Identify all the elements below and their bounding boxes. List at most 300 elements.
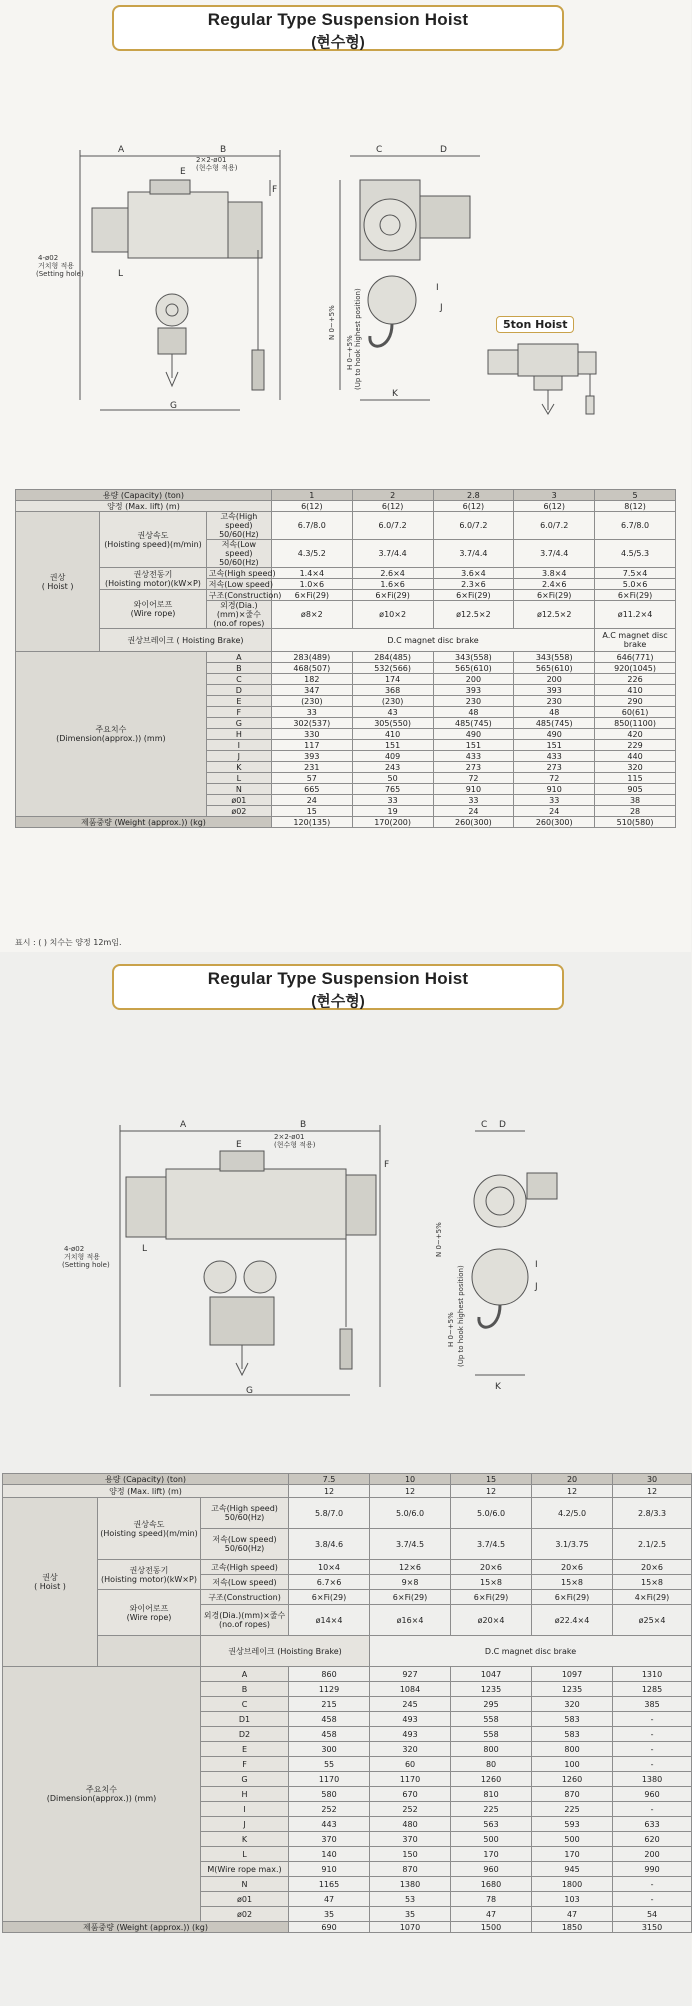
dimension-value: (230) [271,696,352,707]
dim-label-k: K [392,389,398,399]
catalog-page-1 [0,0,691,952]
rope-construction-value: 4×Fi(29) [613,1590,692,1605]
spec-table-1to5ton [15,489,676,828]
dimension-value: 19 [352,806,433,817]
hoisting-speed-en: (Hoisting speed)(m/min) [100,1528,198,1538]
dimension-value: 33 [514,795,595,806]
rope-construction-value: 6×Fi(29) [352,590,433,601]
rope-construction-value: 6×Fi(29) [451,1590,532,1605]
hoisting-brake-label: 권상브레이크 (Hoisting Brake) [201,1636,370,1667]
high-speed-label: 고속(High speed) 50/60(Hz) [201,1498,289,1529]
setting-hole-spec: 4-ø02 [38,254,59,262]
dimension-value: 151 [433,740,514,751]
motor-low-value: 1.6×6 [352,579,433,590]
weight-value: 170(200) [352,817,433,828]
high-speed-value: 6.7/8.0 [595,512,676,540]
lift-value: 12 [532,1485,613,1498]
wire-rope-label [100,590,207,629]
dimension-value: 440 [595,751,676,762]
dimension-value: 33 [271,707,352,718]
dimension-value: 1097 [532,1667,613,1682]
low-speed-value: 3.7/4.5 [451,1529,532,1560]
dimension-value: 620 [613,1832,692,1847]
hoisting-motor-label [98,1560,201,1590]
capacity-value: 2 [352,490,433,501]
dimension-key: A [201,1667,289,1682]
hook-position-note: (Up to hook highest position) [457,1265,465,1367]
dimension-value: 33 [433,795,514,806]
hoisting-brake-label: 권상브레이크 ( Hoisting Brake) [100,629,272,652]
dimension-value: 810 [451,1787,532,1802]
dimension-value: 78 [451,1892,532,1907]
weight-value: 1070 [370,1922,451,1933]
dimension-value: 150 [370,1847,451,1862]
dimension-value: 230 [514,696,595,707]
hoist-side-view-drawing [435,1117,585,1397]
dimension-row [3,1667,692,1682]
dimension-value: 1380 [613,1772,692,1787]
dimension-value: 410 [352,729,433,740]
dimension-key: F [201,1757,289,1772]
holes-spec: 2×2-ø01 [274,1133,305,1141]
dimension-value: 565(610) [514,663,595,674]
hoist-label-en: ( Hoist ) [41,581,74,591]
dimension-value: 945 [532,1862,613,1877]
dim-label-j: J [535,1282,538,1292]
capacity-value: 30 [613,1474,692,1485]
dimension-key: N [201,1877,289,1892]
dimension-value: 200 [514,674,595,685]
dimension-value: 100 [532,1757,613,1772]
dim-label-c: C [481,1120,488,1130]
rope-diameter-value: ø14×4 [289,1605,370,1636]
dimension-key: H [206,729,271,740]
hoisting-speed-ko: 권상속도 [137,530,169,540]
high-speed-value: 5.0/6.0 [370,1498,451,1529]
setting-hole-en: (Setting hole) [36,270,84,278]
dimension-value: 284(485) [352,652,433,663]
dimension-key: L [201,1847,289,1862]
dimension-value: - [613,1802,692,1817]
dimension-value: 226 [595,674,676,685]
dimension-value: 302(537) [271,718,352,729]
dimension-value: 458 [289,1727,370,1742]
hoist-front-view-drawing [60,1117,430,1407]
dimension-value: 670 [370,1787,451,1802]
lift-label: 양정 (Max. lift) (m) [3,1485,289,1498]
dimension-value: 500 [451,1832,532,1847]
dimension-value: 320 [595,762,676,773]
rope-construction-label: 구조(Construction) [201,1590,289,1605]
setting-hole-ko: 거치형 적용 [38,262,75,270]
lift-value: 12 [370,1485,451,1498]
five-ton-hoist-drawing [478,340,608,420]
high-speed-label: 고속(High speed) 50/60(Hz) [206,512,271,540]
dimension-value: 910 [514,784,595,795]
weight-label: 제품중량 (Weight (approx.)) (kg) [3,1922,289,1933]
dimension-value: 493 [370,1727,451,1742]
dimension-label-ko: 주요치수 [95,725,127,734]
dimension-value: 170 [532,1847,613,1862]
dimension-key: K [201,1832,289,1847]
dimension-value: 320 [532,1697,613,1712]
weight-value: 260(300) [433,817,514,828]
table-footnote: 표시 : ( ) 치수는 양정 12m임. [15,938,122,947]
motor-low-label: 저속(Low speed) [206,579,271,590]
dimension-value: 593 [532,1817,613,1832]
rope-diameter-value: ø12.5×2 [433,601,514,629]
dimension-value: 960 [451,1862,532,1877]
hoist-label-ko: 권상 [42,1573,58,1582]
dimension-value: 385 [613,1697,692,1712]
dimension-value: 1235 [451,1682,532,1697]
dimension-value: 910 [433,784,514,795]
rope-diameter-value: ø25×4 [613,1605,692,1636]
dimension-value: 458 [289,1712,370,1727]
dimension-value: 245 [370,1697,451,1712]
dimension-value: 490 [514,729,595,740]
hoist-label-ko: 권상 [49,572,66,582]
dimension-value: 665 [271,784,352,795]
dimension-value: 433 [433,751,514,762]
dim-label-b: B [300,1120,307,1130]
rope-diameter-label: 외경(Dia.)(mm)×줄수(no.of ropes) [206,601,271,629]
dimension-value: 43 [352,707,433,718]
dimension-value: 860 [289,1667,370,1682]
dimension-value: 800 [532,1742,613,1757]
dimension-value: 48 [433,707,514,718]
dimension-key: ø02 [206,806,271,817]
low-speed-value: 3.8/4.6 [289,1529,370,1560]
dimension-value: 54 [613,1907,692,1922]
hoisting-motor-ko: 권상전동기 [129,1565,169,1575]
dimension-key: F [206,707,271,718]
setting-hole-spec: 4-ø02 [64,1245,85,1253]
brake-ac-value: A.C magnet disc brake [595,629,676,652]
dimension-key: L [206,773,271,784]
dimension-value: - [613,1877,692,1892]
high-speed-value: 5.8/7.0 [289,1498,370,1529]
dim-label-e: E [180,167,186,177]
motor-low-value: 5.0×6 [595,579,676,590]
five-ton-hoist-label: 5ton Hoist [496,316,574,333]
dim-label-a: A [118,145,125,155]
page-title-box [112,5,564,51]
dimension-value: 330 [271,729,352,740]
high-speed-value: 6.0/7.2 [433,512,514,540]
dim-label-g: G [246,1386,253,1396]
dimension-key: J [206,751,271,762]
dimension-value: 243 [352,762,433,773]
dimension-group-label [16,652,207,817]
dimension-key: B [201,1682,289,1697]
dim-label-e: E [236,1140,242,1150]
catalog-page-2 [0,952,691,2006]
weight-label: 제품중량 (Weight (approx.)) (kg) [16,817,272,828]
dimension-value: 295 [451,1697,532,1712]
dimension-value: 1680 [451,1877,532,1892]
setting-hole-en: (Setting hole) [62,1261,110,1269]
dimension-value: 910 [289,1862,370,1877]
hoisting-motor-ko: 권상전동기 [133,569,173,579]
rope-diameter-value: ø10×2 [352,601,433,629]
lift-value: 12 [613,1485,692,1498]
page-subtitle: (현수형) [311,34,365,51]
dimension-key: C [206,674,271,685]
dimension-key: G [201,1772,289,1787]
dim-label-k: K [495,1382,501,1392]
low-speed-value: 3.7/4.4 [433,540,514,568]
dimension-value: 532(566) [352,663,433,674]
dimension-value: - [613,1727,692,1742]
dimension-value: 905 [595,784,676,795]
lift-value: 8(12) [595,501,676,512]
hoist-front-view-drawing [30,140,330,420]
dimension-value: 1170 [370,1772,451,1787]
dim-label-h: H 0~+5% [447,1312,455,1347]
dimension-value: 1170 [289,1772,370,1787]
dimension-value: 231 [271,762,352,773]
hoist-label-en: ( Hoist ) [34,1582,66,1591]
capacity-value: 20 [532,1474,613,1485]
dimension-value: 305(550) [352,718,433,729]
dimension-key: D2 [201,1727,289,1742]
dim-label-d: D [440,145,447,155]
rope-diameter-value: ø12.5×2 [514,601,595,629]
dimension-value: 115 [595,773,676,784]
dimension-value: 151 [352,740,433,751]
lift-value: 6(12) [514,501,595,512]
capacity-value: 1 [271,490,352,501]
weight-value: 260(300) [514,817,595,828]
dimension-value: 57 [271,773,352,784]
dimension-value: 393 [271,751,352,762]
hoisting-speed-ko: 권상속도 [133,1519,165,1529]
motor-low-value: 2.4×6 [514,579,595,590]
motor-low-value: 1.0×6 [271,579,352,590]
dim-label-d: D [499,1120,506,1130]
dimension-value: 1380 [370,1877,451,1892]
dimension-key: ø02 [201,1907,289,1922]
spec-table-7-5to30ton [2,1473,692,1933]
dimension-value: 55 [289,1757,370,1772]
capacity-value: 3 [514,490,595,501]
dimension-value: 50 [352,773,433,784]
dimension-value: 1285 [613,1682,692,1697]
rope-construction-value: 6×Fi(29) [271,590,352,601]
dimension-key: I [206,740,271,751]
motor-low-value: 15×8 [613,1575,692,1590]
dimension-value: 646(771) [595,652,676,663]
lift-value: 12 [451,1485,532,1498]
dimension-value: 765 [352,784,433,795]
dimension-label-en: (Dimension(approx.)) (mm) [56,734,166,743]
dimension-value: 229 [595,740,676,751]
dimension-value: 215 [289,1697,370,1712]
high-speed-value: 6.7/8.0 [271,512,352,540]
dimension-value: 1800 [532,1877,613,1892]
weight-value: 3150 [613,1922,692,1933]
hoisting-motor-label [100,568,207,590]
motor-low-value: 15×8 [451,1575,532,1590]
dimension-value: 633 [613,1817,692,1832]
page-title-box [112,964,564,1010]
lift-value: 6(12) [352,501,433,512]
motor-low-value: 2.3×6 [433,579,514,590]
dimension-key: M(Wire rope max.) [201,1862,289,1877]
dimension-value: 443 [289,1817,370,1832]
dimension-value: 583 [532,1727,613,1742]
dimension-key: D [206,685,271,696]
motor-low-value: 9×8 [370,1575,451,1590]
dim-label-n: N 0~+5% [435,1222,443,1257]
setting-hole-ko: 거치형 적용 [64,1253,101,1261]
rope-diameter-value: ø22.4×4 [532,1605,613,1636]
dimension-value: 24 [433,806,514,817]
dimension-value: 420 [595,729,676,740]
dimension-value: 273 [433,762,514,773]
dimension-value: 117 [271,740,352,751]
brake-dc-value: D.C magnet disc brake [271,629,594,652]
hoist-group-label [16,512,100,652]
dimension-value: 433 [514,751,595,762]
wire-rope-en: (Wire rope) [126,1612,172,1622]
brake-dc-value: D.C magnet disc brake [370,1636,692,1667]
dim-label-j: J [440,303,443,313]
capacity-label: 용량 (Capacity) (ton) [3,1474,289,1485]
motor-high-value: 12×6 [370,1560,451,1575]
hoisting-speed-label [100,512,207,568]
dim-label-g: G [170,401,177,411]
weight-value: 1500 [451,1922,532,1933]
dim-label-l: L [118,269,124,279]
dimension-value: 151 [514,740,595,751]
dimension-value: 47 [289,1892,370,1907]
dimension-value: (230) [352,696,433,707]
wire-rope-label [98,1590,201,1636]
rope-construction-value: 6×Fi(29) [370,1590,451,1605]
dimension-value: 1047 [451,1667,532,1682]
capacity-value: 7.5 [289,1474,370,1485]
dimension-value: 920(1045) [595,663,676,674]
low-speed-label: 저속(Low speed) 50/60(Hz) [206,540,271,568]
dimension-value: 53 [370,1892,451,1907]
dimension-value: 343(558) [514,652,595,663]
dimension-key: E [201,1742,289,1757]
high-speed-value: 4.2/5.0 [532,1498,613,1529]
dimension-value: 409 [352,751,433,762]
page-title: Regular Type Suspension Hoist [207,10,469,29]
dimension-value: 72 [433,773,514,784]
dimension-value: 60(61) [595,707,676,718]
dimension-label-en: (Dimension(approx.)) (mm) [46,1794,157,1803]
dimension-value: 493 [370,1712,451,1727]
dim-label-i: I [436,283,439,293]
dimension-value: - [613,1742,692,1757]
dimension-value: 500 [532,1832,613,1847]
dimension-key: H [201,1787,289,1802]
weight-value: 690 [289,1922,370,1933]
dimension-value: 24 [271,795,352,806]
dim-label-i: I [535,1260,538,1270]
dimension-value: - [613,1712,692,1727]
rope-construction-value: 6×Fi(29) [532,1590,613,1605]
dimension-value: - [613,1757,692,1772]
dimension-value: 24 [514,806,595,817]
hoisting-motor-en: (Hoisting motor)(kW×P) [105,578,201,588]
capacity-label: 용량 (Capacity) (ton) [16,490,272,501]
dimension-value: 1260 [451,1772,532,1787]
dimension-value: 468(507) [271,663,352,674]
dimension-label-ko: 주요치수 [86,1785,117,1794]
dimension-value: 273 [514,762,595,773]
weight-value: 120(135) [271,817,352,828]
dimension-value: 230 [433,696,514,707]
dim-label-h: H 0~+5% [346,335,354,370]
dimension-value: 283(489) [271,652,352,663]
rope-construction-value: 6×Fi(29) [289,1590,370,1605]
dimension-value: 290 [595,696,676,707]
lift-label: 양정 (Max. lift) (m) [16,501,272,512]
dim-label-f: F [384,1160,390,1170]
dimension-value: 870 [532,1787,613,1802]
motor-high-label: 고속(High speed) [201,1560,289,1575]
dim-label-f: F [272,185,278,195]
dimension-value: 225 [532,1802,613,1817]
rope-construction-value: 6×Fi(29) [433,590,514,601]
dimension-value: 47 [451,1907,532,1922]
dimension-key: N [206,784,271,795]
dimension-value: 33 [352,795,433,806]
dimension-value: 1260 [532,1772,613,1787]
dimension-row [16,652,676,663]
rope-diameter-value: ø8×2 [271,601,352,629]
dimension-value: 47 [532,1907,613,1922]
high-speed-value: 2.8/3.3 [613,1498,692,1529]
dimension-value: 393 [514,685,595,696]
dimension-value: 485(745) [514,718,595,729]
dimension-key: D1 [201,1712,289,1727]
dimension-value: 343(558) [433,652,514,663]
dimension-rows [3,1667,692,1922]
low-speed-value: 4.3/5.2 [271,540,352,568]
low-speed-value: 3.1/3.75 [532,1529,613,1560]
motor-high-value: 3.6×4 [433,568,514,579]
dim-label-l: L [142,1244,148,1254]
rope-construction-value: 6×Fi(29) [514,590,595,601]
dimension-value: 48 [514,707,595,718]
dimension-value: 485(745) [433,718,514,729]
dim-label-b: B [220,145,227,155]
capacity-value: 2.8 [433,490,514,501]
dimension-value: 368 [352,685,433,696]
holes-note: (현수형 적용) [196,164,238,172]
dimension-value: 927 [370,1667,451,1682]
dimension-group-label [3,1667,201,1922]
dimension-value: 347 [271,685,352,696]
rope-diameter-value: ø11.2×4 [595,601,676,629]
dimension-value: 200 [613,1847,692,1862]
dimension-key: B [206,663,271,674]
holes-note: (현수형 적용) [274,1141,316,1149]
weight-value: 510(580) [595,817,676,828]
lift-value: 6(12) [433,501,514,512]
dimension-value: 410 [595,685,676,696]
hoisting-speed-en: (Hoisting speed)(m/min) [104,539,202,549]
hoisting-speed-label [98,1498,201,1560]
wire-rope-en: (Wire rope) [130,609,176,618]
wire-rope-ko: 와이어로프 [133,600,173,609]
